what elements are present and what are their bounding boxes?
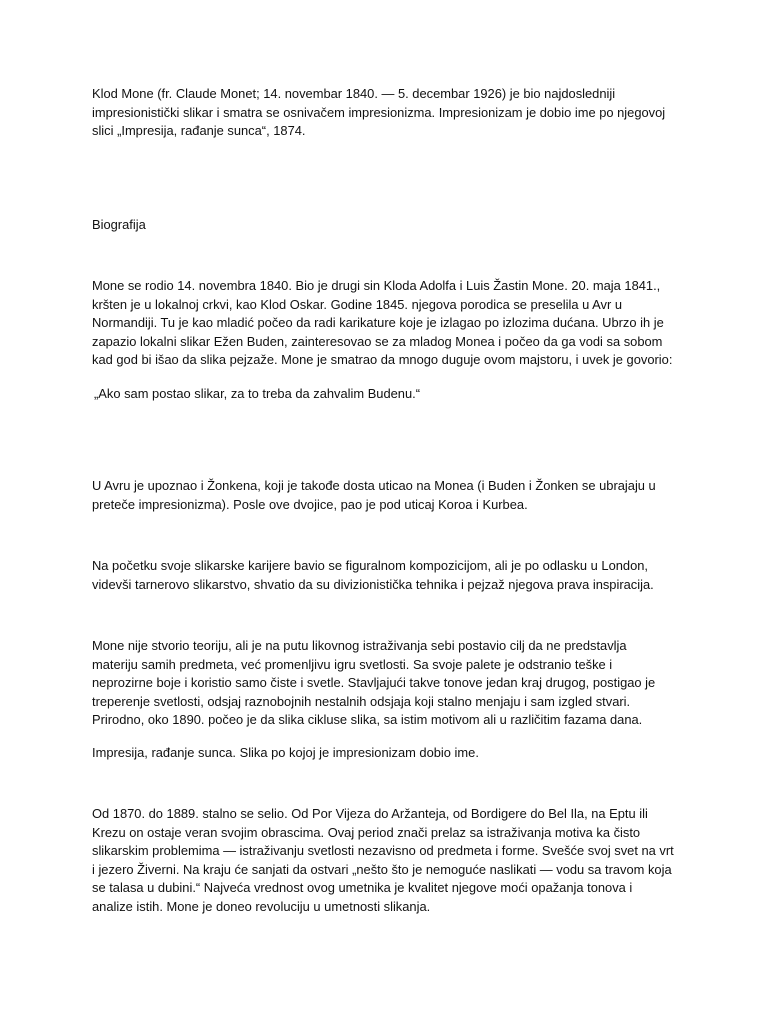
- later-line: se talasa u dubini.“ Najveća vrednost ovog umetnika je kvalitet njegove moći opažanja tonova i: [92, 880, 633, 896]
- intro-line: impresionistički slikar i smatra se osnivačem impresionizma. Impresionizam je dobio ime po njegovoj: [92, 104, 666, 120]
- later-line: i jezero Živerni. Na kraju će sanjati da ostvari „nešto što je nemoguće naslikati — vodu sa travom koja: [92, 861, 672, 877]
- biography-line: kršten je u lokalnoj crkvi, kao Klod Oskar. Godine 1845. njegova porodica se preselila u Avr u: [92, 296, 623, 312]
- avr-paragraph: [92, 477, 688, 514]
- caption-text: Impresija, rađanje sunca. Slika po kojoj je impresionizam dobio ime.: [92, 745, 479, 760]
- later-line: slikarskim problemima — istraživanju svetlosti nezavisno od predmeta i forme. Svešće svoj svet na vrt: [92, 843, 674, 859]
- career-paragraph: [92, 557, 688, 594]
- intro-paragraph: [92, 85, 688, 141]
- caption-paragraph: [92, 744, 688, 763]
- theory-paragraph: [92, 637, 688, 730]
- theory-line: neprozirne boje i koristio samo čiste i svetle. Stavljajući takve tonove jedan kraj drugog, postigao je: [92, 675, 656, 691]
- quote-text: „Ako sam postao slikar, za to treba da zahvalim Budenu.“: [94, 386, 421, 401]
- career-line: Na početku svoje slikarske karijere bavio se figuralnom kompozicijom, ali je po odlasku u London,: [92, 558, 649, 573]
- later-line: analize istih. Mone je doneo revoluciju u umetnosti slikanja.: [92, 898, 431, 914]
- later-line: Od 1870. do 1889. stalno se selio. Od Por Vijeza do Aržanteja, od Bordigere do Bel Ila, na Eptu ili: [92, 806, 648, 821]
- biography-line: zapazio lokalni slikar Ežen Buden, zainteresovao se za mladog Monea i počeo da ga vodi sa sobom: [92, 333, 663, 349]
- later-paragraph: [92, 805, 688, 917]
- biography-line: Normandiji. Tu je kao mladić počeo da radi karikature koje je izlagao po izlozima dućana. Ubrzo ih je: [92, 315, 664, 331]
- intro-line: Klod Mone (fr. Claude Monet; 14. novembar 1840. — 5. decembar 1926) je bio najdosledniji: [92, 86, 616, 101]
- biography-paragraph: [92, 277, 688, 370]
- avr-line: U Avru je upoznao i Žonkena, koji je takođe dosta uticao na Monea (i Buden i Žonken se ubrajaju u: [92, 478, 656, 493]
- theory-line: Mone nije stvorio teoriju, ali je na putu likovnog istraživanja sebi postavio cilj da ne predstavlja: [92, 638, 627, 653]
- biography-line: kad god bi išao da slika pejzaže. Mone je smatrao da mnogo duguje ovom majstoru, i uvek je govorio:: [92, 352, 673, 368]
- theory-line: materiju samih predmeta, već promenljivu igru svetlosti. Sa svoje palete je odstranio teške i: [92, 656, 613, 672]
- section-heading: [92, 216, 688, 235]
- career-line: videvši tarnerovo slikarstvo, shvatio da su divizionistička tehnika i pejzaž njegova prava inspiracija.: [92, 576, 654, 592]
- section-heading-text: Biografija: [92, 217, 146, 232]
- avr-line: preteče impresionizma). Posle ove dvojice, pao je pod uticaj Koroa i Kurbea.: [92, 496, 528, 512]
- theory-line: treperenje svetlosti, odsjaj raznobojnih nestalnih odsjaja koji stalno menjaju i sam izgled stvari.: [92, 693, 631, 709]
- intro-line: slici „Impresija, rađanje sunca“, 1874.: [92, 123, 306, 139]
- later-line: Krezu on ostaje veran svojim obrascima. Ovaj period znači prelaz sa istraživanja motiva ka čisto: [92, 824, 641, 840]
- quote-paragraph: [92, 385, 688, 404]
- theory-line: Prirodno, oko 1890. počeo je da slika cikluse slika, sa istim motivom ali u različitim fazama dana.: [92, 712, 643, 728]
- biography-line: Mone se rodio 14. novembra 1840. Bio je drugi sin Kloda Adolfa i Luis Žastin Mone. 20. maja 1841.,: [92, 278, 661, 293]
